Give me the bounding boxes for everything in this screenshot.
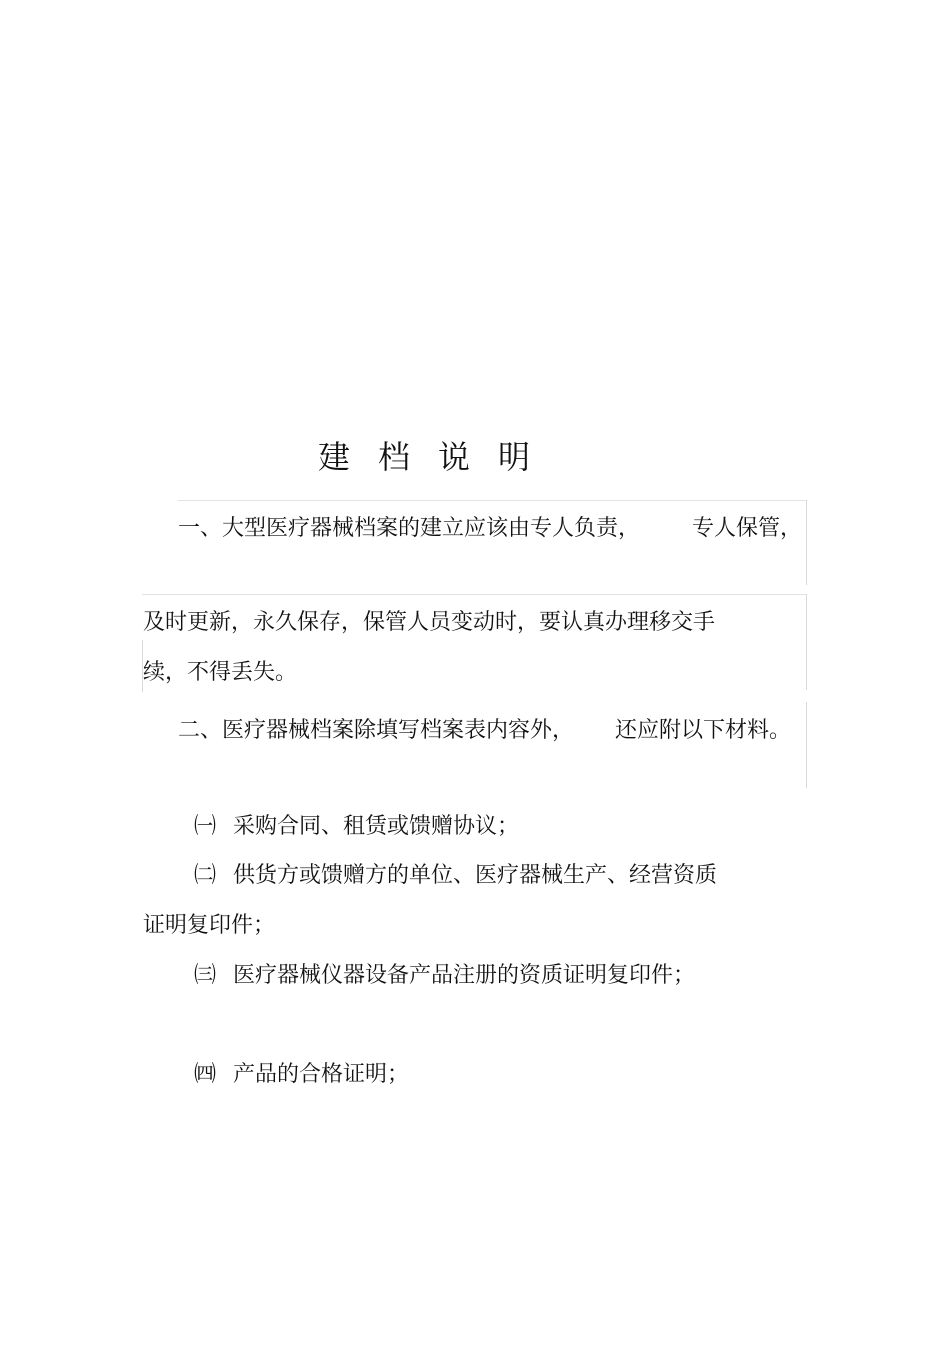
frame-line bbox=[806, 500, 807, 585]
frame-line bbox=[806, 594, 807, 690]
list-item-marker: ㈣ bbox=[194, 1062, 217, 1087]
list-item: 医疗器械仪器设备产品注册的资质证明复印件； bbox=[233, 963, 696, 988]
section1-line1-part2: 专人保管， bbox=[692, 516, 803, 541]
frame-line bbox=[806, 702, 807, 788]
page-title: 建档说明 bbox=[318, 438, 559, 476]
list-item-marker: ㈢ bbox=[194, 963, 217, 988]
section2-intro-part2: 还应附以下材料。 bbox=[615, 718, 792, 743]
list-item: 产品的合格证明； bbox=[233, 1062, 410, 1087]
list-item-marker: ㈠ bbox=[194, 814, 217, 839]
section1-line2: 及时更新，永久保存，保管人员变动时，要认真办理移交手 bbox=[143, 610, 716, 635]
frame-line bbox=[178, 500, 806, 501]
list-item: 采购合同、租赁或馈赠协议； bbox=[233, 814, 520, 839]
section2-intro-part1: 二、医疗器械档案除填写档案表内容外， bbox=[178, 718, 575, 743]
list-item-marker: ㈡ bbox=[194, 863, 217, 888]
section1-line3: 续，不得丢失。 bbox=[143, 660, 298, 685]
section1-line1-part1: 一、大型医疗器械档案的建立应该由专人负责， bbox=[178, 516, 641, 541]
list-item-continuation: 证明复印件； bbox=[143, 913, 276, 938]
list-item: 供货方或馈赠方的单位、医疗器械生产、经营资质 bbox=[233, 863, 718, 888]
frame-line bbox=[142, 594, 806, 595]
